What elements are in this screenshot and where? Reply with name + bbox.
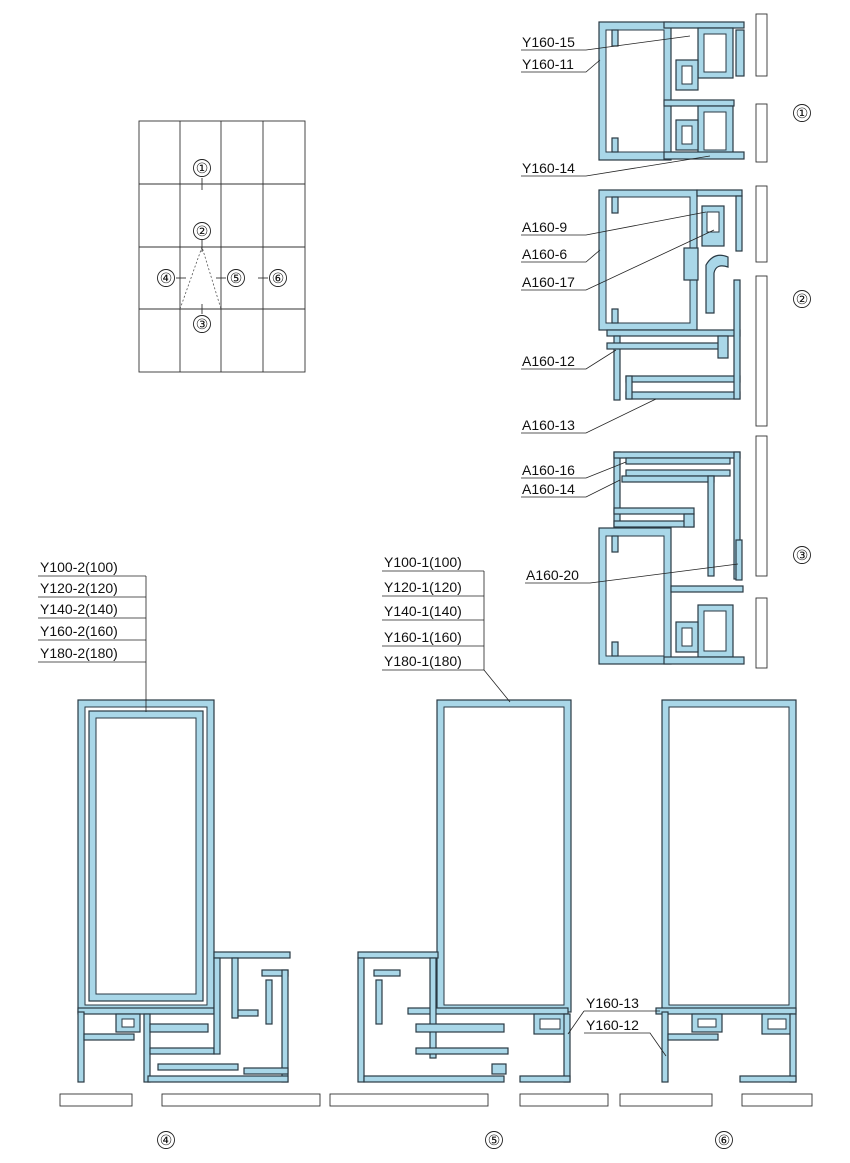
section-6-marker bbox=[716, 1132, 733, 1149]
section-1-profile bbox=[599, 22, 744, 160]
svg-text:Y160-14: Y160-14 bbox=[522, 160, 575, 176]
svg-text:A160-6: A160-6 bbox=[522, 246, 568, 262]
svg-text:Y160-1(160): Y160-1(160) bbox=[384, 629, 462, 645]
svg-text:Y140-2(140): Y140-2(140) bbox=[40, 601, 118, 617]
key-plan-marker-4 bbox=[158, 270, 175, 287]
svg-text:A160-14: A160-14 bbox=[522, 481, 575, 497]
svg-text:①: ① bbox=[195, 160, 209, 176]
svg-text:⑤: ⑤ bbox=[487, 1132, 501, 1148]
key-plan-marker-2 bbox=[194, 223, 211, 240]
svg-text:Y160-11: Y160-11 bbox=[522, 56, 574, 72]
svg-text:Y100-1(100): Y100-1(100) bbox=[384, 554, 462, 570]
section-2-marker bbox=[794, 291, 811, 308]
svg-text:④: ④ bbox=[159, 1132, 173, 1148]
section-5-glass-strip bbox=[330, 1094, 608, 1106]
label-y160-11 bbox=[521, 56, 600, 72]
svg-text:③: ③ bbox=[195, 316, 209, 332]
label-y160-12 bbox=[584, 1017, 666, 1056]
section-2-profile bbox=[599, 190, 742, 400]
section-3-marker bbox=[794, 547, 811, 564]
section-4-glass-strip bbox=[60, 1094, 320, 1106]
svg-text:②: ② bbox=[795, 291, 809, 307]
key-plan-grid bbox=[139, 121, 305, 372]
svg-text:Y160-13: Y160-13 bbox=[586, 995, 639, 1011]
svg-text:Y140-1(140): Y140-1(140) bbox=[384, 603, 462, 619]
section-2-glass bbox=[756, 186, 767, 426]
key-plan-marker-1 bbox=[194, 160, 211, 177]
svg-text:A160-12: A160-12 bbox=[522, 353, 575, 369]
svg-text:A160-9: A160-9 bbox=[522, 219, 568, 235]
section-1-marker bbox=[794, 105, 811, 122]
svg-text:Y120-2(120): Y120-2(120) bbox=[40, 580, 118, 596]
section-1-glass bbox=[756, 14, 767, 162]
svg-text:②: ② bbox=[195, 223, 209, 239]
svg-text:Y180-2(180): Y180-2(180) bbox=[40, 645, 118, 661]
label-a160-13 bbox=[521, 399, 656, 433]
key-plan-marker-5 bbox=[228, 270, 245, 287]
key-plan-marker-6 bbox=[270, 270, 287, 287]
key-plan-marker-3 bbox=[194, 316, 211, 333]
svg-text:Y100-2(100): Y100-2(100) bbox=[40, 559, 118, 575]
svg-text:④: ④ bbox=[159, 270, 173, 286]
svg-text:A160-20: A160-20 bbox=[526, 567, 579, 583]
svg-text:⑥: ⑥ bbox=[717, 1132, 731, 1148]
svg-text:⑤: ⑤ bbox=[229, 270, 243, 286]
section-6-glass-strip bbox=[620, 1094, 812, 1106]
label-a160-12 bbox=[521, 350, 616, 369]
section-3-glass bbox=[756, 436, 767, 668]
svg-text:Y180-1(180): Y180-1(180) bbox=[384, 653, 462, 669]
svg-text:A160-13: A160-13 bbox=[522, 417, 575, 433]
svg-text:A160-17: A160-17 bbox=[522, 274, 575, 290]
section-5-profile bbox=[358, 700, 571, 1082]
section-5-list-right bbox=[382, 554, 510, 702]
section-4-profile bbox=[78, 700, 290, 1082]
svg-text:Y160-2(160): Y160-2(160) bbox=[40, 623, 118, 639]
svg-text:Y120-1(120): Y120-1(120) bbox=[384, 579, 462, 595]
section-4-list-left bbox=[38, 559, 146, 712]
section-4-marker bbox=[158, 1132, 175, 1149]
svg-text:⑥: ⑥ bbox=[271, 270, 285, 286]
key-plan-dotted-marker bbox=[180, 247, 221, 309]
label-a160-16 bbox=[521, 462, 626, 478]
svg-text:③: ③ bbox=[795, 547, 809, 563]
svg-text:①: ① bbox=[795, 105, 809, 121]
section-6-profile bbox=[656, 700, 796, 1082]
svg-text:Y160-12: Y160-12 bbox=[586, 1017, 639, 1033]
key-plan-border bbox=[139, 121, 305, 372]
svg-text:Y160-15: Y160-15 bbox=[522, 34, 575, 50]
svg-text:A160-16: A160-16 bbox=[522, 462, 575, 478]
section-3-profile bbox=[599, 452, 744, 664]
section-5-marker bbox=[486, 1132, 503, 1149]
label-a160-6 bbox=[521, 246, 600, 262]
label-a160-14 bbox=[521, 480, 620, 497]
